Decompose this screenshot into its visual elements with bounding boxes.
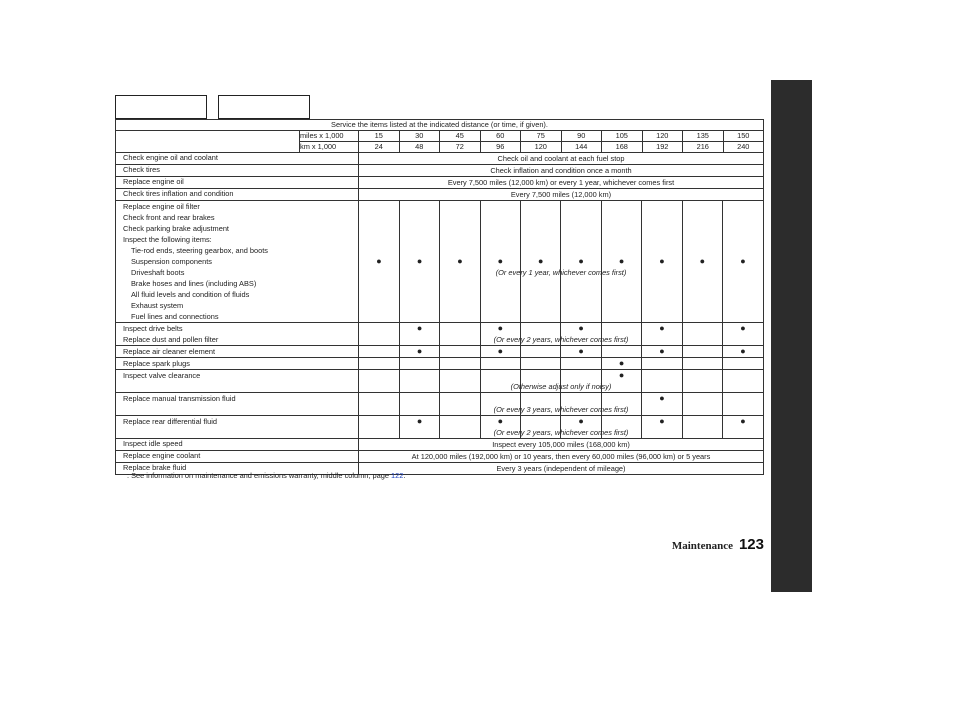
- item-label: Check tires inflation and condition: [116, 189, 359, 201]
- miles-value: 90: [561, 131, 602, 142]
- dot-cell: [399, 346, 439, 357]
- dot-cell: [723, 393, 763, 415]
- dot-cell: [682, 393, 722, 415]
- dot-cell: [521, 416, 561, 438]
- miles-value: 135: [683, 131, 724, 142]
- dot-cell: [399, 393, 439, 415]
- service-dot: ●: [659, 323, 665, 333]
- interval-text: Every 7,500 miles (12,000 km) or every 1 year, whichever comes first: [359, 177, 764, 189]
- dot-cell: [521, 370, 561, 392]
- item-label: Inspect idle speed: [116, 439, 359, 451]
- km-value: 120: [521, 142, 562, 153]
- interval-text: Every 7,500 miles (12,000 km): [359, 189, 764, 201]
- dot-cell: [642, 201, 682, 322]
- item-label: Replace engine coolant: [116, 451, 359, 463]
- miles-value: 45: [440, 131, 481, 142]
- service-dot: ●: [416, 416, 423, 426]
- service-dot: ●: [457, 256, 463, 266]
- dot-cell: [440, 323, 480, 345]
- item-labels: [116, 201, 359, 323]
- schedule-row: [116, 189, 764, 201]
- dot-cell: [480, 346, 520, 357]
- dot-cell: [601, 346, 641, 357]
- dot-cell: [359, 370, 399, 392]
- service-dot: ●: [740, 346, 746, 356]
- dot-cell: [440, 346, 480, 357]
- km-value: 240: [723, 142, 764, 153]
- dot-cell: [642, 393, 682, 415]
- dot-cell: [399, 358, 439, 369]
- dot-cell: [723, 416, 763, 438]
- item-label: Replace spark plugs: [123, 359, 190, 368]
- dot-cell: [601, 358, 641, 369]
- service-dot: ●: [740, 256, 746, 266]
- miles-value: 120: [642, 131, 683, 142]
- service-dot: ●: [618, 256, 625, 266]
- service-dot: ●: [497, 323, 504, 333]
- service-dot: ●: [659, 346, 665, 356]
- dot-cell: [399, 201, 439, 322]
- dot-cell: [642, 370, 682, 392]
- maintenance-schedule-table: [115, 119, 764, 475]
- dot-cell: [480, 393, 520, 415]
- dot-cell: [359, 323, 399, 345]
- page-number: 123: [738, 536, 764, 553]
- dot-cell: [521, 201, 561, 322]
- schedule-row: [116, 451, 764, 463]
- group-main: [116, 201, 764, 323]
- item-label: Check front and rear brakes: [123, 213, 215, 222]
- service-dot: ●: [618, 370, 625, 380]
- header-box-right: [218, 95, 310, 119]
- item-label: Replace engine oil filter: [123, 202, 200, 211]
- item-label: All fluid levels and condition of fluids: [131, 290, 250, 299]
- service-dot: ●: [740, 416, 746, 426]
- item-labels: [116, 370, 359, 393]
- intro-row: [116, 120, 764, 131]
- dot-cell: [723, 358, 763, 369]
- schedule-row: [116, 153, 764, 165]
- service-dot: ●: [416, 323, 423, 333]
- dot-cell: [440, 393, 480, 415]
- row-valve: [116, 370, 764, 393]
- group-belts: [116, 323, 764, 346]
- km-value: 168: [602, 142, 643, 153]
- dot-cell: [642, 346, 682, 357]
- dot-cell: [359, 416, 399, 438]
- dot-cell: [359, 201, 399, 322]
- interval-text: Check inflation and condition once a month: [359, 165, 764, 177]
- dot-cell: [480, 370, 520, 392]
- miles-value: 75: [521, 131, 562, 142]
- footnote-page-link[interactable]: 122: [391, 471, 404, 480]
- item-label: Suspension components: [131, 257, 212, 266]
- dot-cell: [723, 346, 763, 357]
- dot-cell: [480, 323, 520, 345]
- dot-cell: [440, 370, 480, 392]
- row-air-cleaner: [116, 346, 764, 358]
- item-label: Exhaust system: [131, 301, 184, 310]
- item-labels: [116, 416, 359, 439]
- km-value: 72: [440, 142, 481, 153]
- dot-cell: [561, 201, 601, 322]
- schedule-row: [116, 439, 764, 451]
- service-dot: ●: [659, 416, 665, 426]
- section-title: Maintenance: [671, 540, 733, 552]
- dot-cell: [480, 358, 520, 369]
- dot-cell: [561, 370, 601, 392]
- service-dot: ●: [618, 358, 625, 368]
- row-manual-trans: [116, 393, 764, 416]
- km-label: km x 1,000: [300, 142, 359, 153]
- dot-cell: [723, 201, 763, 322]
- dot-cell: [642, 416, 682, 438]
- page-footer: [640, 536, 764, 554]
- dot-cell: [440, 416, 480, 438]
- dot-cell: [601, 393, 641, 415]
- dot-cell: [561, 393, 601, 415]
- item-label: Replace air cleaner element: [123, 347, 216, 356]
- row-spark-plugs: [116, 358, 764, 370]
- dot-cell: [601, 370, 641, 392]
- miles-value: 150: [723, 131, 764, 142]
- dot-cell: [682, 416, 722, 438]
- schedule-row: [116, 177, 764, 189]
- item-label: Driveshaft boots: [131, 268, 185, 277]
- dot-cell: [682, 370, 722, 392]
- service-dot: ●: [578, 256, 584, 266]
- dot-cell: [601, 416, 641, 438]
- item-labels: [116, 358, 359, 370]
- item-labels: [116, 393, 359, 416]
- dot-cell: [480, 416, 520, 438]
- dot-cell: [440, 358, 480, 369]
- dot-cell: [642, 358, 682, 369]
- service-dot: ●: [497, 416, 504, 426]
- dot-cell: [399, 370, 439, 392]
- dot-cell: [521, 358, 561, 369]
- item-label: Replace rear differential fluid: [123, 417, 217, 426]
- dot-cell: [723, 323, 763, 345]
- dot-cell: [561, 346, 601, 357]
- footnote: [127, 471, 405, 480]
- footnote-text: : See information on maintenance and emissions warranty, middle column, page: [127, 471, 389, 480]
- miles-value: 60: [480, 131, 521, 142]
- dot-cell: [399, 416, 439, 438]
- dot-cell: [399, 323, 439, 345]
- dot-cell: [682, 323, 722, 345]
- service-dot: ●: [376, 256, 382, 266]
- dot-cell: [601, 201, 641, 322]
- item-labels: [116, 323, 359, 346]
- interval-dots: [359, 346, 764, 358]
- dot-cell: [682, 358, 722, 369]
- dot-cell: [561, 358, 601, 369]
- item-label: Check parking brake adjustment: [123, 224, 229, 233]
- row-rear-diff: [116, 416, 764, 439]
- dot-cell: [521, 323, 561, 345]
- service-dot: ●: [659, 393, 665, 403]
- footnote-end: .: [403, 471, 406, 480]
- miles-value: 15: [359, 131, 400, 142]
- item-label: Brake hoses and lines (including ABS): [131, 279, 257, 288]
- item-label: Replace brake fluid: [116, 463, 359, 475]
- service-dot: ●: [740, 323, 746, 333]
- km-value: 24: [359, 142, 400, 153]
- km-value: 216: [683, 142, 724, 153]
- interval-note: (Or every 2 years, whichever comes first): [493, 335, 629, 344]
- dot-cell: [521, 393, 561, 415]
- dot-cell: [682, 201, 722, 322]
- interval-dots: [359, 201, 764, 323]
- km-value: 96: [480, 142, 521, 153]
- miles-label: miles x 1,000: [300, 131, 359, 142]
- interval-dots: [359, 370, 764, 393]
- service-dot: ●: [416, 256, 423, 266]
- dot-cell: [642, 323, 682, 345]
- interval-note: (Or every 1 year, whichever comes first): [495, 268, 627, 277]
- km-value: 48: [399, 142, 440, 153]
- dot-cell: [601, 323, 641, 345]
- item-label: Fuel lines and connections: [131, 312, 219, 321]
- service-dot: ●: [416, 346, 423, 356]
- service-dot: ●: [538, 256, 544, 266]
- dot-cell: [521, 346, 561, 357]
- miles-value: 105: [602, 131, 643, 142]
- interval-text: At 120,000 miles (192,000 km) or 10 years, then every 60,000 miles (96,000 km) or 5 years: [359, 451, 764, 463]
- dot-cell: [440, 201, 480, 322]
- item-label: Check tires: [116, 165, 359, 177]
- service-dot: ●: [578, 323, 584, 333]
- item-label: Replace dust and pollen filter: [123, 335, 219, 344]
- dot-cell: [561, 323, 601, 345]
- dot-cell: [359, 393, 399, 415]
- interval-text: Inspect every 105,000 miles (168,000 km): [359, 439, 764, 451]
- dot-cell: [480, 201, 520, 322]
- service-dot: ●: [497, 346, 504, 356]
- service-dot: ●: [659, 256, 665, 266]
- miles-row: [116, 131, 764, 142]
- dot-cell: [561, 416, 601, 438]
- km-value: 144: [561, 142, 602, 153]
- intro-text: Service the items listed at the indicated distance (or time, if given).: [116, 120, 764, 131]
- interval-dots: [359, 416, 764, 439]
- item-label: Replace engine oil: [116, 177, 359, 189]
- interval-dots: [359, 323, 764, 346]
- item-label: Tie-rod ends, steering gearbox, and boots: [131, 246, 268, 255]
- header-box-left: [115, 95, 207, 119]
- dot-cell: [359, 358, 399, 369]
- dot-cell: [682, 346, 722, 357]
- interval-text: Check oil and coolant at each fuel stop: [359, 153, 764, 165]
- item-label: Inspect drive belts: [123, 324, 183, 333]
- section-tab: [771, 80, 812, 592]
- dot-cell: [359, 346, 399, 357]
- interval-note: (Otherwise adjust only if noisy): [510, 382, 612, 391]
- item-label: Check engine oil and coolant: [116, 153, 359, 165]
- miles-value: 30: [399, 131, 440, 142]
- item-label: Inspect valve clearance: [123, 371, 201, 380]
- km-value: 192: [642, 142, 683, 153]
- interval-note: (Or every 2 years, whichever comes first): [493, 428, 629, 437]
- interval-dots: [359, 358, 764, 370]
- dot-cell: [723, 370, 763, 392]
- item-labels: [116, 346, 359, 358]
- blank-header-cell: [116, 131, 300, 153]
- service-dot: ●: [578, 416, 584, 426]
- item-label: Replace manual transmission fluid: [123, 394, 236, 403]
- interval-text: Every 3 years (independent of mileage): [359, 463, 764, 475]
- interval-note: (Or every 3 years, whichever comes first): [493, 405, 629, 414]
- service-dot: ●: [497, 256, 504, 266]
- service-dot: ●: [699, 256, 706, 266]
- item-label: Inspect the following items:: [123, 235, 212, 244]
- service-dot: ●: [578, 346, 584, 356]
- interval-dots: [359, 393, 764, 416]
- schedule-row: [116, 165, 764, 177]
